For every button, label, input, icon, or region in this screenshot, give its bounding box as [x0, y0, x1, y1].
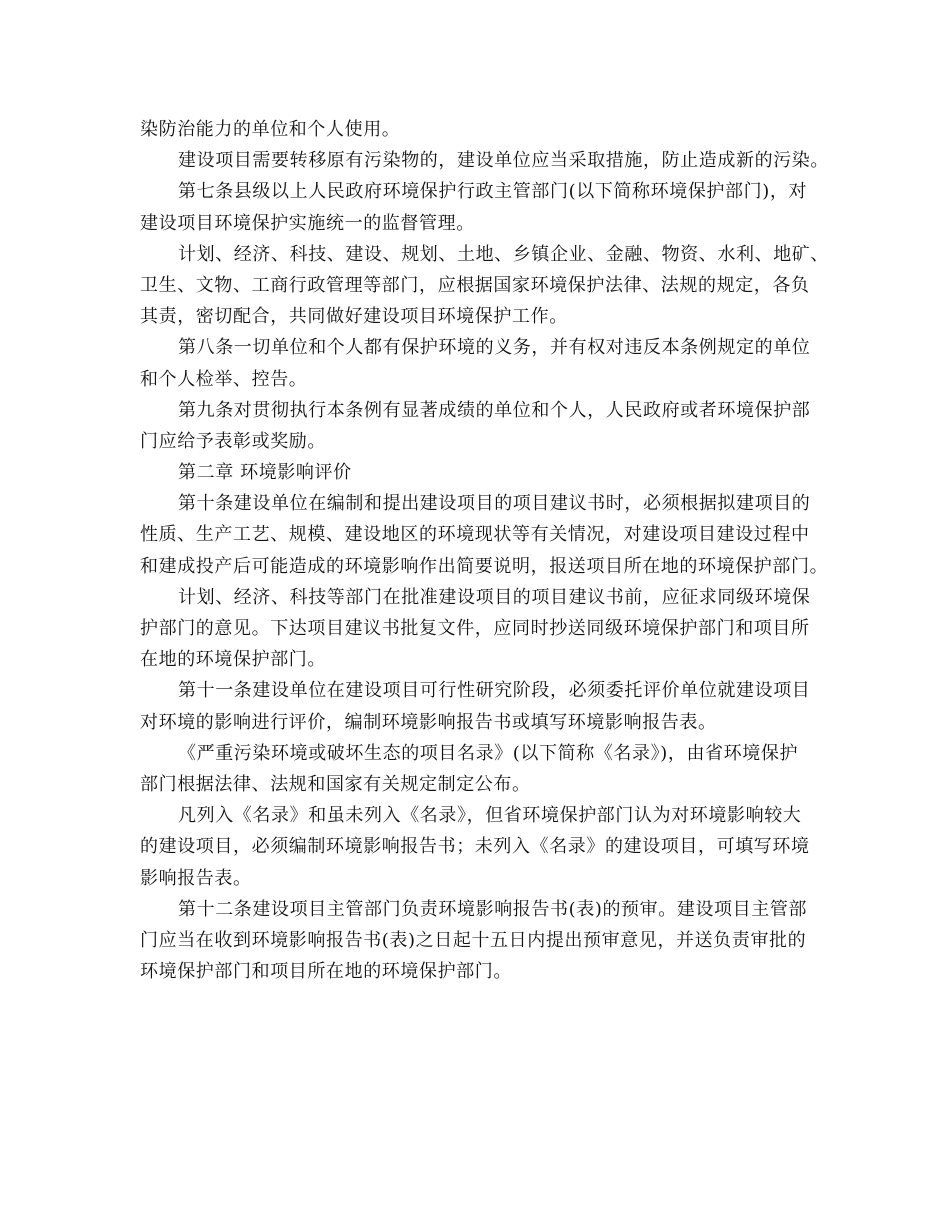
- text-line: 性质、生产工艺、规模、建设地区的环境现状等有关情况，对建设项目建设过程中: [140, 524, 810, 546]
- text-line: 计划、经济、科技等部门在批准建设项目的项目建议书前，应征求同级环境保: [178, 586, 811, 608]
- document-body: [140, 114, 829, 987]
- text-line: 第七条县级以上人民政府环境保护行政主管部门(以下简称环境保护部门)，对: [178, 181, 808, 203]
- text-line: 建设项目环境保护实施统一的监督管理。: [140, 212, 475, 234]
- text-line: 护部门的意见。下达项目建议书批复文件，应同时抄送同级环境保护部门和项目所: [140, 618, 810, 639]
- text-line: 门应当在收到环境影响报告书(表)之日起十五日内提出预审意见，并送负责审批的: [140, 929, 807, 951]
- text-line: 建设项目需要转移原有污染物的，建设单位应当采取措施，防止造成新的污染。: [178, 150, 829, 172]
- text-line: 影响报告表。: [140, 867, 252, 889]
- chapter-heading: 第二章 环境影响评价: [178, 462, 352, 484]
- text-line: 部门根据法律、法规和国家有关规定制定公布。: [140, 773, 531, 795]
- text-line: 在地的环境保护部门。: [140, 649, 326, 671]
- text-line: 凡列入《名录》和虽未列入《名录》，但省环境保护部门认为对环境影响较大: [178, 805, 802, 827]
- text-line: 环境保护部门和项目所在地的环境保护部门。: [140, 961, 512, 983]
- text-line: 的建设项目，必须编制环境影响报告书；未列入《名录》的建设项目，可填写环境: [140, 836, 810, 858]
- text-line: 染防治能力的单位和个人使用。: [140, 119, 401, 140]
- text-line: 第八条一切单位和个人都有保护环境的义务，并有权对违反本条例规定的单位: [178, 337, 811, 359]
- text-line: 第九条对贯彻执行本条例有显著成绩的单位和个人，人民政府或者环境保护部: [178, 399, 811, 421]
- text-line: 门应给予表彰或奖励。: [140, 430, 326, 452]
- text-line: 和个人检举、控告。: [140, 368, 308, 390]
- text-line: 计划、经济、科技、建设、规划、土地、乡镇企业、金融、物资、水利、地矿、: [178, 243, 829, 265]
- text-line: 第十二条建设项目主管部门负责环境影响报告书(表)的预审。建设项目主管部: [178, 898, 808, 920]
- text-line: 对环境的影响进行评价，编制环境影响报告书或填写环境影响报告表。: [140, 711, 717, 733]
- text-line: 卫生、文物、工商行政管理等部门，应根据国家环境保护法律、法规的规定，各负: [140, 274, 810, 296]
- text-line: 和建成投产后可能造成的环境影响作出简要说明，报送项目所在地的环境保护部门。: [140, 555, 829, 577]
- text-line: 《严重污染环境或破坏生态的项目名录》(以下简称《名录》)，由省环境保护: [178, 742, 799, 764]
- text-line: 第十一条建设单位在建设项目可行性研究阶段，必须委托评价单位就建设项目: [178, 680, 811, 702]
- text-line: 第十条建设单位在编制和提出建设项目的项目建议书时，必须根据拟建项目的: [178, 493, 811, 515]
- text-line: 其责，密切配合，共同做好建设项目环境保护工作。: [140, 306, 568, 328]
